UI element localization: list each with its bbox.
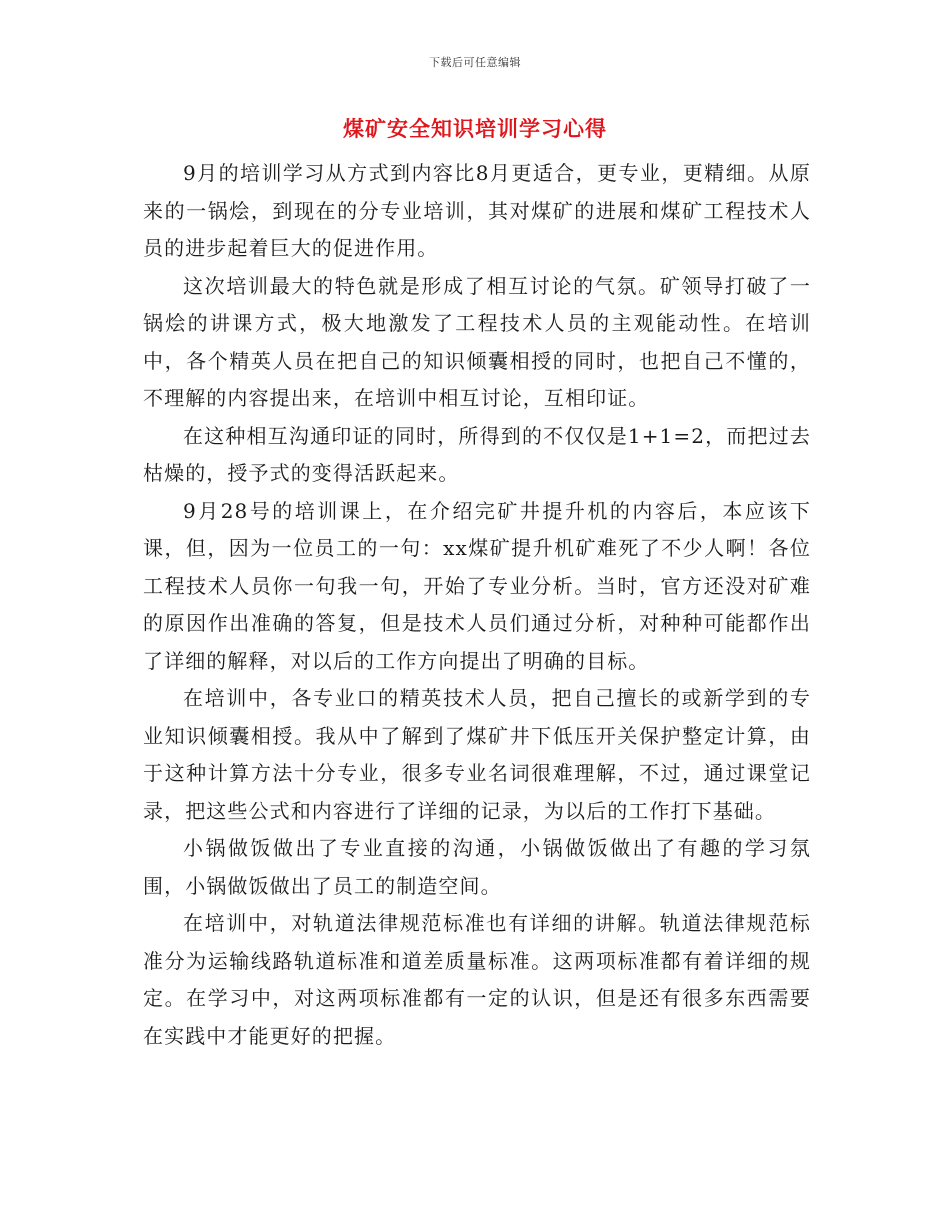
paragraph: 9月的培训学习从方式到内容比8月更适合，更专业，更精细。从原来的一锅烩，到现在的分专业培训，其对煤矿的进展和煤矿工程技术人员的进步起着巨大的促进作用。 xyxy=(143,161,811,260)
paragraph: 在这种相互沟通印证的同时，所得到的不仅仅是1+1=2，而把过去枯燥的，授予式的变得活跃起来。 xyxy=(143,423,811,485)
header-note: 下载后可任意编辑 xyxy=(429,56,521,69)
paragraph: 这次培训最大的特色就是形成了相互讨论的气氛。矿领导打破了一锅烩的讲课方式，极大地激发了工程技术人员的主观能动性。在培训中，各个精英人员在把自己的知识倾囊相授的同时，也把自己不懂的，不理解的内容提出来，在培训中相互讨论，互相印证。 xyxy=(143,273,811,410)
paragraph: 在培训中，各专业口的精英技术人员，把自己擅长的或新学到的专业知识倾囊相授。我从中了解到了煤矿井下低压开关保护整定计算，由于这种计算方法十分专业，很多专业名词很难理解，不过，通过课堂记录，把这些公式和内容进行了详细的记录，为以后的工作打下基础。 xyxy=(143,686,811,823)
paragraph: 9月28号的培训课上，在介绍完矿井提升机的内容后，本应该下课，但，因为一位员工的一句：xx煤矿提升机矿难死了不少人啊！各位工程技术人员你一句我一句，开始了专业分析。当时，官方还没对矿难的原因作出准确的答复，但是技术人员们通过分析，对种种可能都作出了详细的解释，对以后的工作方向提出了明确的目标。 xyxy=(143,498,811,673)
paragraph: 小锅做饭做出了专业直接的沟通，小锅做饭做出了有趣的学习氛围，小锅做饭做出了员工的制造空间。 xyxy=(143,836,811,898)
paragraph: 在培训中，对轨道法律规范标准也有详细的讲解。轨道法律规范标准分为运输线路轨道标准和道差质量标准。这两项标准都有着详细的规定。在学习中，对这两项标准都有一定的认识，但是还有很多东西需要在实践中才能更好的把握。 xyxy=(143,911,811,1048)
document-title: 煤矿安全知识培训学习心得 xyxy=(343,116,607,141)
document-body xyxy=(143,155,811,1055)
